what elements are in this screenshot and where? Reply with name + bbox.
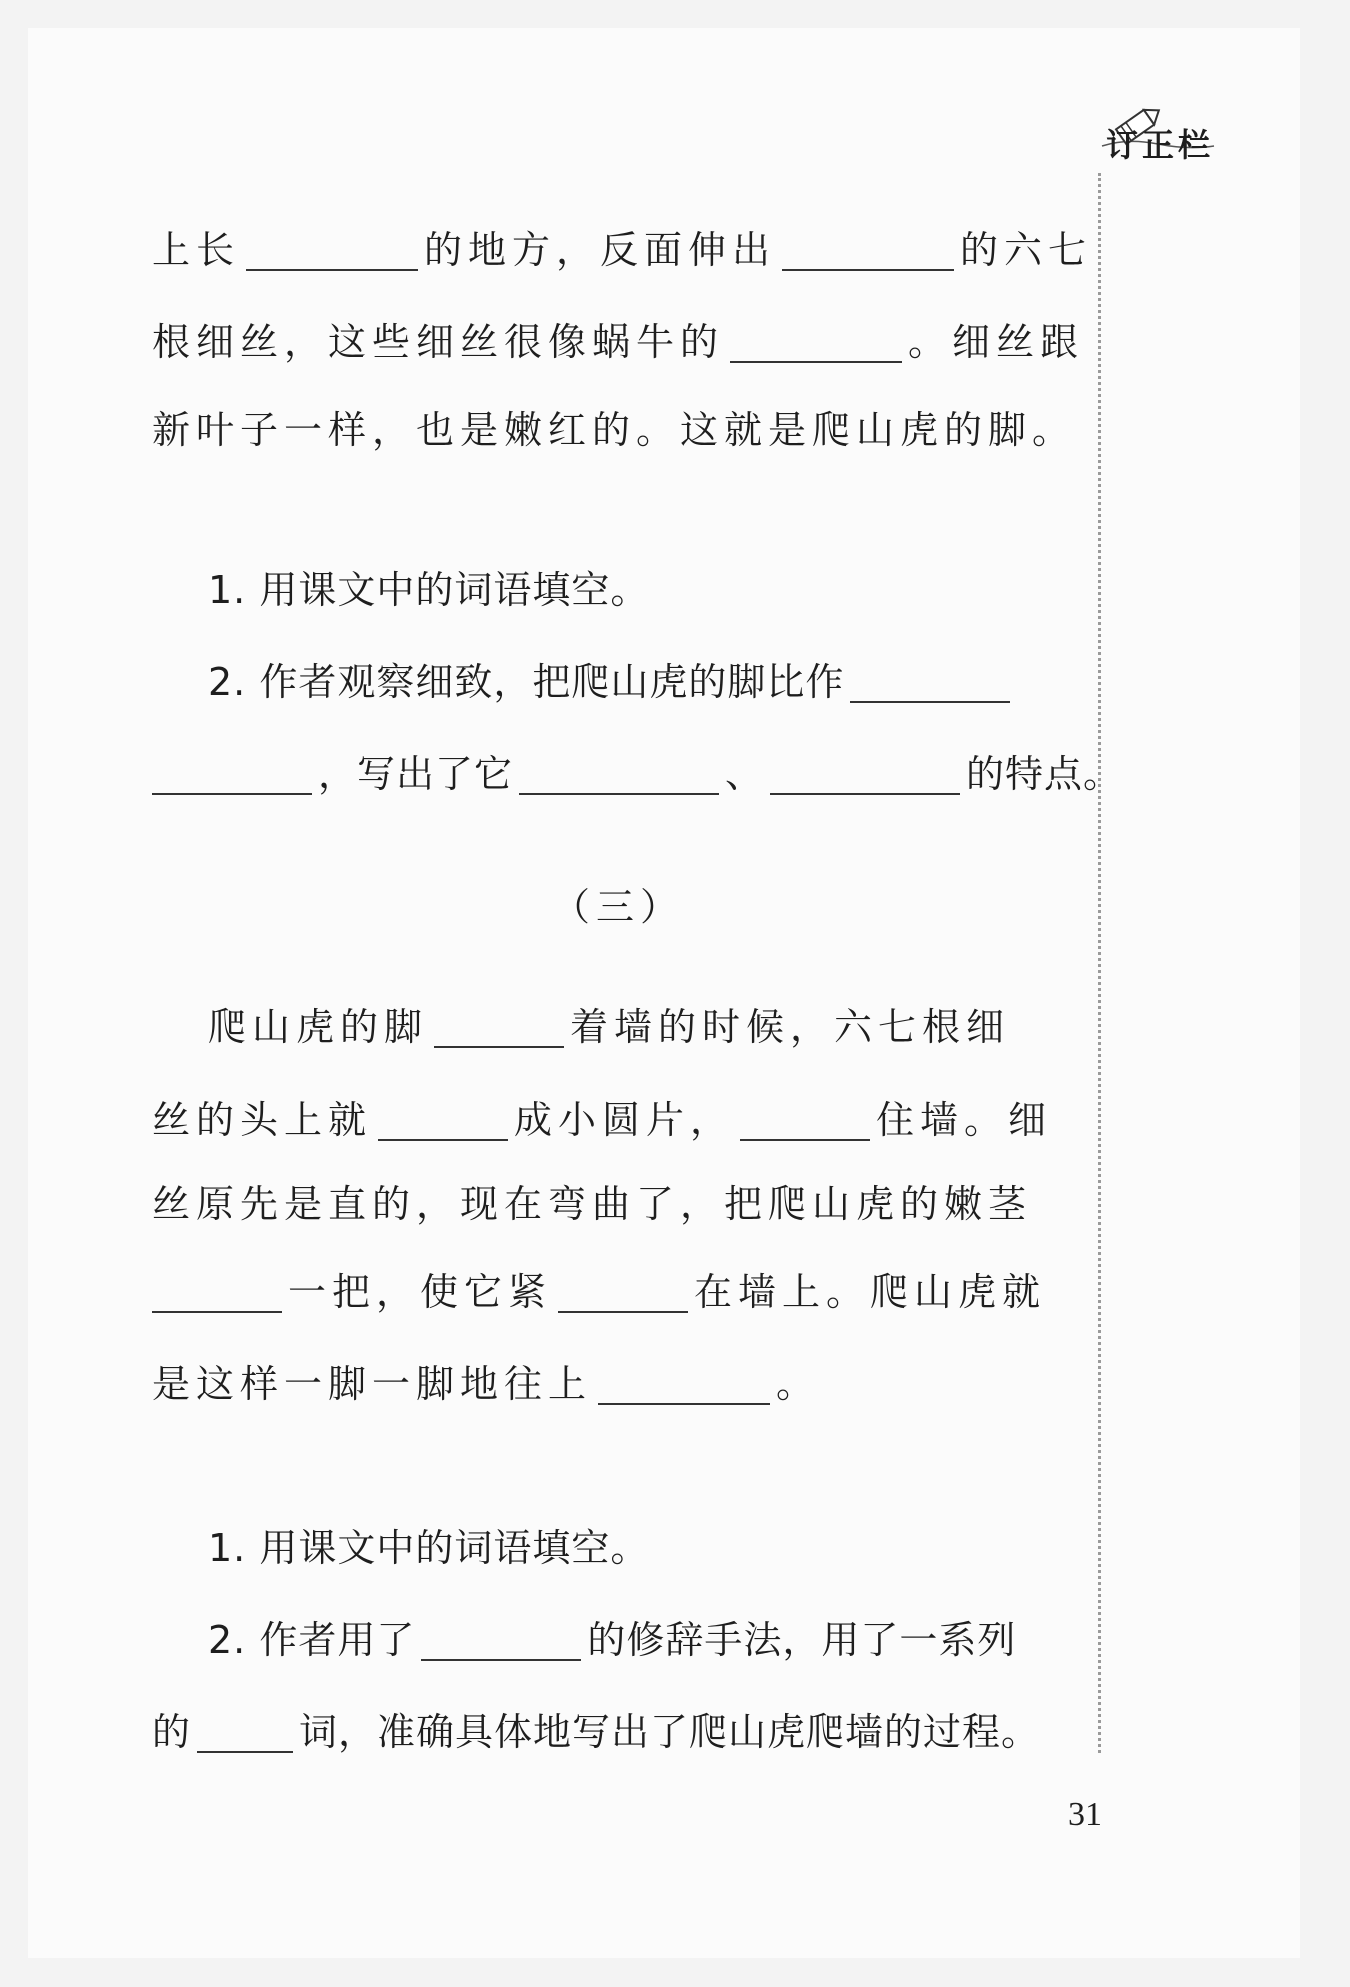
answer-blank[interactable] [782,233,954,271]
question3-2-line1: 2. 作者用了 的修辞手法，用了一系列 [208,1618,1017,1662]
section-heading: （三） [551,885,684,929]
question2-2-line2: ，写出了它 、 的特点。 [152,750,1122,798]
passage2-line2: 根细丝，这些细丝很像蜗牛的 。细丝跟 [152,320,1085,364]
passage3-line2: 丝的头上就 成小圆片， 住墙。细 [152,1098,1053,1142]
passage2-line1: 上长 的地方，反面伸出 的六七 [152,228,1093,272]
passage2-line3: 新叶子一样，也是嫩红的。这就是爬山虎的脚。 [152,408,1077,452]
answer-blank[interactable] [519,757,719,795]
answer-blank[interactable] [197,1715,293,1753]
answer-blank[interactable] [598,1367,770,1405]
passage3-line3: 丝原先是直的，现在弯曲了，把爬山虎的嫩茎 [152,1182,1033,1226]
question2-1: 1. 用课文中的词语填空。 [208,568,650,612]
question3-1: 1. 用课文中的词语填空。 [208,1526,650,1570]
answer-blank[interactable] [770,757,960,795]
answer-blank[interactable] [740,1103,870,1141]
correction-column-divider [1098,173,1101,1753]
answer-blank[interactable] [421,1623,581,1661]
answer-blank[interactable] [152,757,312,795]
question2-2-line1: 2. 作者观察细致，把爬山虎的脚比作 [208,658,1016,706]
workbook-page [28,28,1300,1958]
correction-column-label: 订正栏 [1106,126,1215,164]
question3-2-line2: 的 词，准确具体地写出了爬山虎爬墙的过程。 [152,1710,1041,1754]
passage3-line5: 是这样一脚一脚地往上 。 [152,1362,821,1406]
page-number: 31 [1068,1796,1102,1833]
answer-blank[interactable] [246,233,418,271]
passage3-line1: 爬山虎的脚 着墙的时候，六七根细 [208,1005,1011,1049]
answer-blank[interactable] [378,1103,508,1141]
answer-blank[interactable] [558,1275,688,1313]
answer-blank[interactable] [434,1010,564,1048]
answer-blank[interactable] [730,325,902,363]
answer-blank[interactable] [152,1275,282,1313]
answer-blank[interactable] [850,665,1010,703]
passage3-line4: 一把，使它紧 在墙上。爬山虎就 [152,1268,1046,1316]
